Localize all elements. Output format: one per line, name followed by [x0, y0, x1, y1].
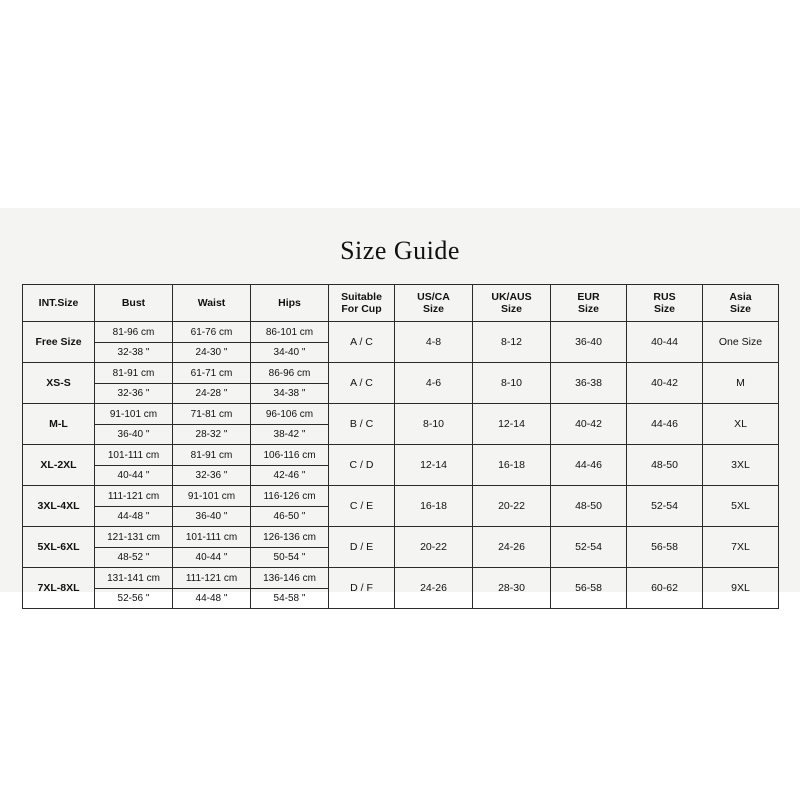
cell-cup: C / D [329, 445, 395, 486]
cell-rus: 56-58 [627, 527, 703, 568]
cell-waist [173, 404, 251, 445]
cell-int-size: Free Size [23, 322, 95, 363]
cell-rus: 40-42 [627, 363, 703, 404]
cell-bust-cm: 121-131 cm [95, 528, 172, 548]
cell-asia: 3XL [703, 445, 779, 486]
cell-cup: B / C [329, 404, 395, 445]
cell-bust-cm: 81-91 cm [95, 364, 172, 384]
cell-bust [95, 568, 173, 609]
cell-cup: C / E [329, 486, 395, 527]
cell-bust-cm: 111-121 cm [95, 487, 172, 507]
table-row [23, 322, 779, 363]
cell-bust-in: 48-52 " [117, 551, 150, 563]
cell-bust-cm: 101-111 cm [95, 446, 172, 466]
column-header-line: RUS [653, 290, 676, 303]
cell-eur: 36-40 [551, 322, 627, 363]
cell-hips-in: 38-42 " [273, 428, 306, 440]
cell-rus: 40-44 [627, 322, 703, 363]
cell-bust-in: 36-40 " [117, 428, 150, 440]
column-header-line: Size [500, 303, 522, 315]
cell-bust [95, 445, 173, 486]
cell-waist-cm: 61-71 cm [173, 364, 250, 384]
cell-waist-in: 36-40 " [195, 510, 228, 522]
cell-hips [251, 363, 329, 404]
cell-bust-in: 32-38 " [117, 346, 150, 358]
cell-hips-cm: 96-106 cm [251, 405, 328, 425]
cell-hips-in: 34-38 " [273, 387, 306, 399]
cell-us-ca: 4-8 [395, 322, 473, 363]
page-title: Size Guide [340, 236, 460, 265]
cell-hips-in: 42-46 " [273, 469, 306, 481]
cell-uk-aus: 20-22 [473, 486, 551, 527]
cell-uk-aus: 12-14 [473, 404, 551, 445]
size-guide-table [22, 284, 779, 609]
cell-cup: D / F [329, 568, 395, 609]
size-guide-panel [0, 208, 800, 604]
cell-waist-in: 24-30 " [195, 346, 228, 358]
cell-bust [95, 363, 173, 404]
cell-hips [251, 486, 329, 527]
column-header-rus-size [627, 285, 703, 322]
cell-waist [173, 322, 251, 363]
cell-waist [173, 568, 251, 609]
cell-waist [173, 445, 251, 486]
cell-int-size: 3XL-4XL [23, 486, 95, 527]
column-header-us-ca-size [395, 285, 473, 322]
cell-hips [251, 404, 329, 445]
cell-rus: 52-54 [627, 486, 703, 527]
column-header-line: UK/AUS [491, 290, 532, 303]
column-header-line: Waist [197, 296, 226, 309]
cell-uk-aus: 24-26 [473, 527, 551, 568]
cell-bust-in: 40-44 " [117, 469, 150, 481]
cell-bust [95, 404, 173, 445]
cell-waist-in: 24-28 " [195, 387, 228, 399]
column-header-hips [251, 285, 329, 322]
cell-waist-cm: 61-76 cm [173, 323, 250, 343]
size-guide-table-container [22, 284, 778, 609]
cell-waist-cm: 101-111 cm [173, 528, 250, 548]
column-header-eur-size [551, 285, 627, 322]
cell-hips-in: 54-58 " [273, 592, 306, 604]
column-header-line: EUR [577, 290, 600, 303]
cell-int-size: XL-2XL [23, 445, 95, 486]
cell-cup: A / C [329, 322, 395, 363]
cell-waist-cm: 71-81 cm [173, 405, 250, 425]
cell-cup: A / C [329, 363, 395, 404]
cell-eur: 44-46 [551, 445, 627, 486]
cell-bust-cm: 81-96 cm [95, 323, 172, 343]
column-header-waist [173, 285, 251, 322]
cell-hips [251, 322, 329, 363]
cell-cup: D / E [329, 527, 395, 568]
cell-hips [251, 568, 329, 609]
column-header-line: Bust [121, 296, 146, 309]
cell-us-ca: 4-6 [395, 363, 473, 404]
cell-us-ca: 16-18 [395, 486, 473, 527]
cell-eur: 52-54 [551, 527, 627, 568]
column-header-line: Size [577, 303, 599, 315]
table-row [23, 486, 779, 527]
cell-int-size: 7XL-8XL [23, 568, 95, 609]
column-header-line: For Cup [341, 303, 382, 315]
cell-hips-cm: 126-136 cm [251, 528, 328, 548]
table-row [23, 527, 779, 568]
cell-bust-cm: 131-141 cm [95, 569, 172, 589]
cell-hips-cm: 106-116 cm [251, 446, 328, 466]
column-header-line: Hips [278, 296, 301, 309]
cell-bust [95, 486, 173, 527]
cell-hips-cm: 136-146 cm [251, 569, 328, 589]
cell-int-size: XS-S [23, 363, 95, 404]
column-header-line: Size [422, 303, 444, 315]
cell-asia: M [703, 363, 779, 404]
cell-bust [95, 322, 173, 363]
cell-asia: 7XL [703, 527, 779, 568]
column-header-int-size [23, 285, 95, 322]
column-header-line: US/CA [417, 290, 450, 303]
column-header-line: Suitable [341, 290, 382, 303]
table-header-row [23, 285, 779, 322]
cell-hips-cm: 116-126 cm [251, 487, 328, 507]
cell-hips-in: 50-54 " [273, 551, 306, 563]
cell-us-ca: 12-14 [395, 445, 473, 486]
column-header-uk-aus-size [473, 285, 551, 322]
cell-asia: XL [703, 404, 779, 445]
cell-hips-cm: 86-96 cm [251, 364, 328, 384]
cell-waist [173, 363, 251, 404]
cell-int-size: M-L [23, 404, 95, 445]
cell-eur: 36-38 [551, 363, 627, 404]
cell-uk-aus: 28-30 [473, 568, 551, 609]
cell-uk-aus: 8-10 [473, 363, 551, 404]
cell-rus: 48-50 [627, 445, 703, 486]
cell-hips-in: 46-50 " [273, 510, 306, 522]
column-header-asia-size [703, 285, 779, 322]
column-header-line: Asia [729, 290, 752, 303]
cell-rus: 44-46 [627, 404, 703, 445]
cell-waist [173, 486, 251, 527]
column-header-bust [95, 285, 173, 322]
cell-int-size: 5XL-6XL [23, 527, 95, 568]
table-row [23, 568, 779, 609]
column-header-line: INT.Size [38, 296, 79, 309]
cell-asia: One Size [703, 322, 779, 363]
cell-hips [251, 527, 329, 568]
cell-waist [173, 527, 251, 568]
cell-hips-in: 34-40 " [273, 346, 306, 358]
table-row [23, 404, 779, 445]
column-header-line: Size [729, 303, 751, 315]
table-row [23, 445, 779, 486]
cell-waist-in: 40-44 " [195, 551, 228, 563]
cell-us-ca: 20-22 [395, 527, 473, 568]
cell-hips-cm: 86-101 cm [251, 323, 328, 343]
cell-asia: 9XL [703, 568, 779, 609]
cell-us-ca: 24-26 [395, 568, 473, 609]
cell-waist-in: 44-48 " [195, 592, 228, 604]
cell-eur: 56-58 [551, 568, 627, 609]
table-header [23, 285, 779, 322]
cell-eur: 40-42 [551, 404, 627, 445]
table-body [23, 322, 779, 609]
column-header-line: Size [653, 303, 675, 315]
column-header-suitable-for-cup [329, 285, 395, 322]
cell-asia: 5XL [703, 486, 779, 527]
cell-uk-aus: 8-12 [473, 322, 551, 363]
cell-us-ca: 8-10 [395, 404, 473, 445]
cell-waist-cm: 111-121 cm [173, 569, 250, 589]
cell-waist-cm: 81-91 cm [173, 446, 250, 466]
cell-bust-in: 52-56 " [117, 592, 150, 604]
cell-bust-in: 32-36 " [117, 387, 150, 399]
cell-uk-aus: 16-18 [473, 445, 551, 486]
cell-bust [95, 527, 173, 568]
cell-waist-cm: 91-101 cm [173, 487, 250, 507]
cell-waist-in: 32-36 " [195, 469, 228, 481]
cell-waist-in: 28-32 " [195, 428, 228, 440]
table-row [23, 363, 779, 404]
cell-bust-in: 44-48 " [117, 510, 150, 522]
cell-bust-cm: 91-101 cm [95, 405, 172, 425]
cell-rus: 60-62 [627, 568, 703, 609]
cell-eur: 48-50 [551, 486, 627, 527]
cell-hips [251, 445, 329, 486]
